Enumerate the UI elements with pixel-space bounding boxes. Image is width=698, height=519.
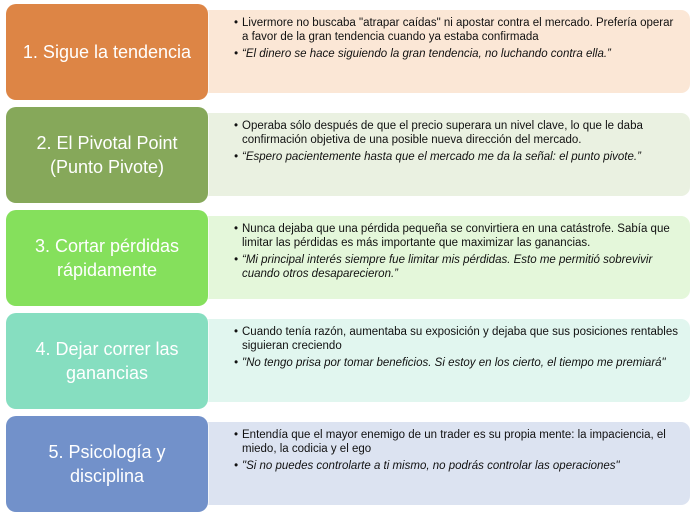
step-3-details bbox=[196, 216, 690, 299]
step-5-bullet: • Entendía que el mayor enemigo de un trader es su propia mente: la impaciencia, el miedo, la codicia y el ego bbox=[234, 428, 680, 456]
step-3-quote: • “Mi principal interés siempre fue limitar mis pérdidas. Esto me permitió sobrevivir cuando otros desaparecieron.” bbox=[234, 253, 680, 281]
step-2-quote: • “Espero pacientemente hasta que el mercado me da la señal: el punto pivote.” bbox=[234, 150, 680, 164]
step-row-2 bbox=[0, 107, 698, 205]
step-5-quote: • "Si no puedes controlarte a ti mismo, no podrás controlar las operaciones" bbox=[234, 459, 680, 473]
step-row-1 bbox=[0, 4, 698, 102]
step-4-title-box: 4. Dejar correr las ganancias bbox=[6, 313, 208, 409]
step-1-bullet: • Livermore no buscaba "atrapar caídas" ni apostar contra el mercado. Prefería operar a favor de la gran tendencia cuando ya estaba confirmada bbox=[234, 16, 680, 44]
step-5-details bbox=[196, 422, 690, 505]
step-3-bullet: • Nunca dejaba que una pérdida pequeña se convirtiera en una catástrofe. Sabía que limitar las pérdidas es más importante que maximizar las ganancias. bbox=[234, 222, 680, 250]
step-2-details bbox=[196, 113, 690, 196]
step-4-quote: • "No tengo prisa por tomar beneficios. Si estoy en los cierto, el tiempo me premiará" bbox=[234, 356, 680, 370]
step-row-4 bbox=[0, 313, 698, 411]
step-4-bullet: • Cuando tenía razón, aumentaba su exposición y dejaba que sus posiciones rentables siguieran creciendo bbox=[234, 325, 680, 353]
step-5-title-box: 5. Psicología y disciplina bbox=[6, 416, 208, 512]
step-1-title-box: 1. Sigue la tendencia bbox=[6, 4, 208, 100]
step-4-details bbox=[196, 319, 690, 402]
step-3-title-box: 3. Cortar pérdidas rápidamente bbox=[6, 210, 208, 306]
step-2-title-box: 2. El Pivotal Point (Punto Pivote) bbox=[6, 107, 208, 203]
step-row-3 bbox=[0, 210, 698, 308]
step-2-bullet: • Operaba sólo después de que el precio superara un nivel clave, lo que le daba confirmación objetiva de una posible nueva dirección del mercado. bbox=[234, 119, 680, 147]
step-row-5 bbox=[0, 416, 698, 514]
step-1-quote: • “El dinero se hace siguiendo la gran tendencia, no luchando contra ella.” bbox=[234, 47, 680, 61]
step-1-details bbox=[196, 10, 690, 93]
